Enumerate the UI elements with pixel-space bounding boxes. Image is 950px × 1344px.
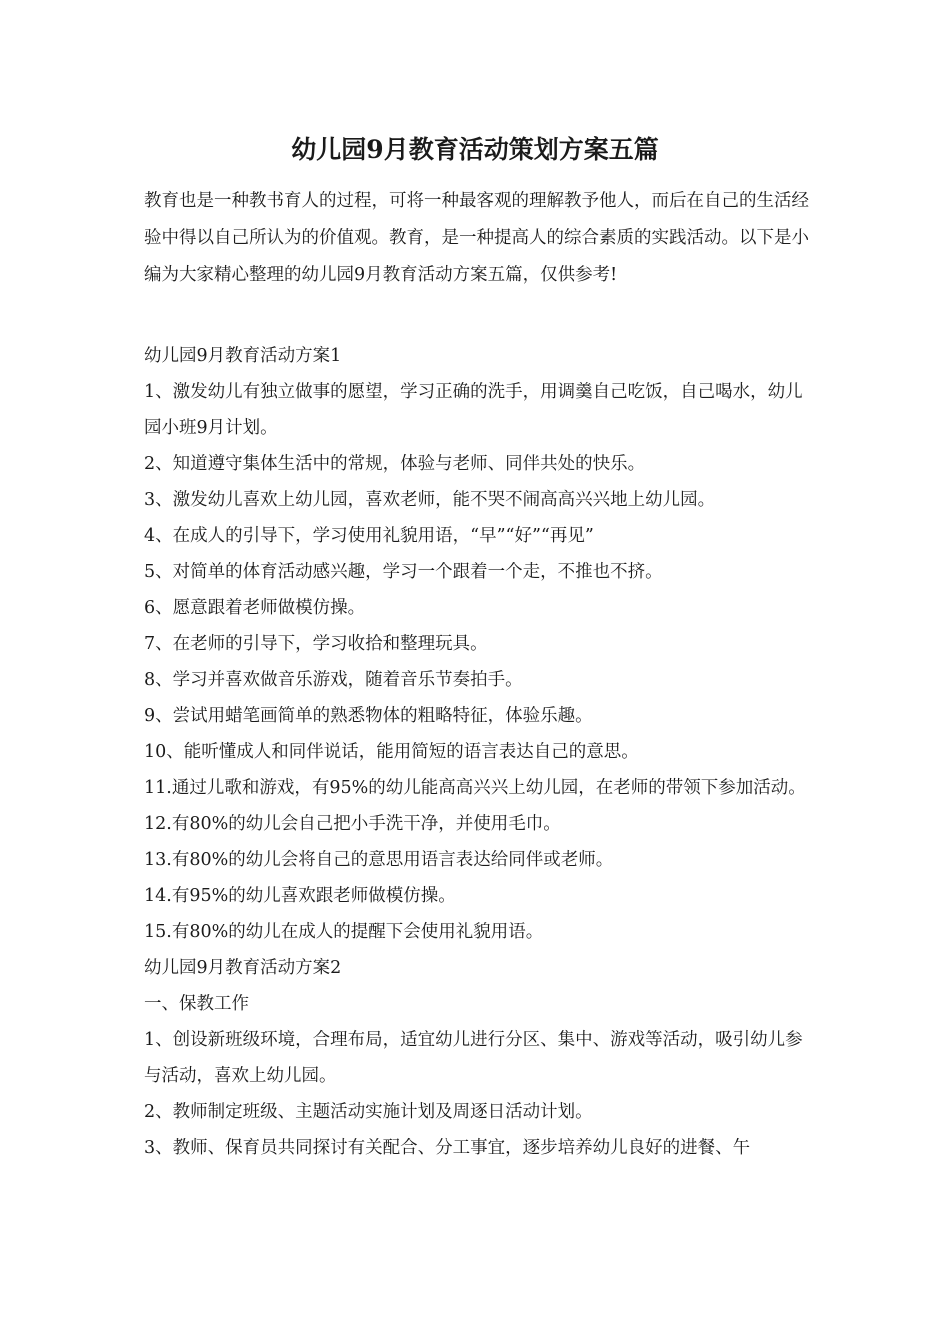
plan-1-item-3: 3、激发幼儿喜欢上幼儿园，喜欢老师，能不哭不闹高高兴兴地上幼儿园。 xyxy=(144,490,716,510)
plan-1-item-4: 4、在成人的引导下，学习使用礼貌用语，“早”“好”“再见” xyxy=(144,526,594,546)
plan-1-item-7: 7、在老师的引导下，学习收拾和整理玩具。 xyxy=(144,634,488,654)
plan-1-heading: 幼儿园9月教育活动方案1 xyxy=(144,346,342,366)
paragraph-spacer xyxy=(144,294,812,338)
plan-1-item-2: 2、知道遵守集体生活中的常规，体验与老师、同伴共处的快乐。 xyxy=(144,454,646,474)
plan-2-item-2: 2、教师制定班级、主题活动实施计划及周逐日活动计划。 xyxy=(144,1102,593,1122)
document-title: 幼儿园9月教育活动策划方案五篇 xyxy=(291,135,659,164)
plan-1-item-15: 15.有80%的幼儿在成人的提醒下会使用礼貌用语。 xyxy=(144,922,544,942)
plan-1-item-1: 1、激发幼儿有独立做事的愿望，学习正确的洗手，用调羹自己吃饭，自己喝水，幼儿园小班9月计划。 xyxy=(144,382,803,438)
intro-paragraph: 教育也是一种教书育人的过程，可将一种最客观的理解教予他人，而后在自己的生活经验中得以自己所认为的价值观。教育，是一种提高人的综合素质的实践活动。以下是小编为大家精心整理的幼儿园9月教育活动方案五篇，仅供参考! xyxy=(144,191,809,285)
plan-2-heading: 幼儿园9月教育活动方案2 xyxy=(144,958,342,978)
plan-1-item-12: 12.有80%的幼儿会自己把小手洗干净，并使用毛巾。 xyxy=(144,814,561,834)
plan-1-item-13: 13.有80%的幼儿会将自己的意思用语言表达给同伴或老师。 xyxy=(144,850,614,870)
plan-1-item-5: 5、对简单的体育活动感兴趣，学习一个跟着一个走，不推也不挤。 xyxy=(144,562,663,582)
plan-2-item-1: 1、创设新班级环境，合理布局，适宜幼儿进行分区、集中、游戏等活动，吸引幼儿参与活动，喜欢上幼儿园。 xyxy=(144,1030,803,1086)
plan-1-item-11: 11.通过儿歌和游戏，有95%的幼儿能高高兴兴上幼儿园，在老师的带领下参加活动。 xyxy=(144,778,806,798)
plan-2-section-heading: 一、保教工作 xyxy=(144,994,249,1014)
plan-1-item-8: 8、学习并喜欢做音乐游戏，随着音乐节奏拍手。 xyxy=(144,670,523,690)
plan-1-item-10: 10、能听懂成人和同伴说话，能用简短的语言表达自己的意思。 xyxy=(144,742,639,762)
plan-2-item-3: 3、教师、保育员共同探讨有关配合、分工事宜，逐步培养幼儿良好的进餐、午 xyxy=(144,1138,751,1158)
plan-1-item-14: 14.有95%的幼儿喜欢跟老师做模仿操。 xyxy=(144,886,456,906)
document-body xyxy=(144,183,812,1166)
plan-1-item-9: 9、尝试用蜡笔画简单的熟悉物体的粗略特征，体验乐趣。 xyxy=(144,706,593,726)
plan-1-item-6: 6、愿意跟着老师做模仿操。 xyxy=(144,598,366,618)
